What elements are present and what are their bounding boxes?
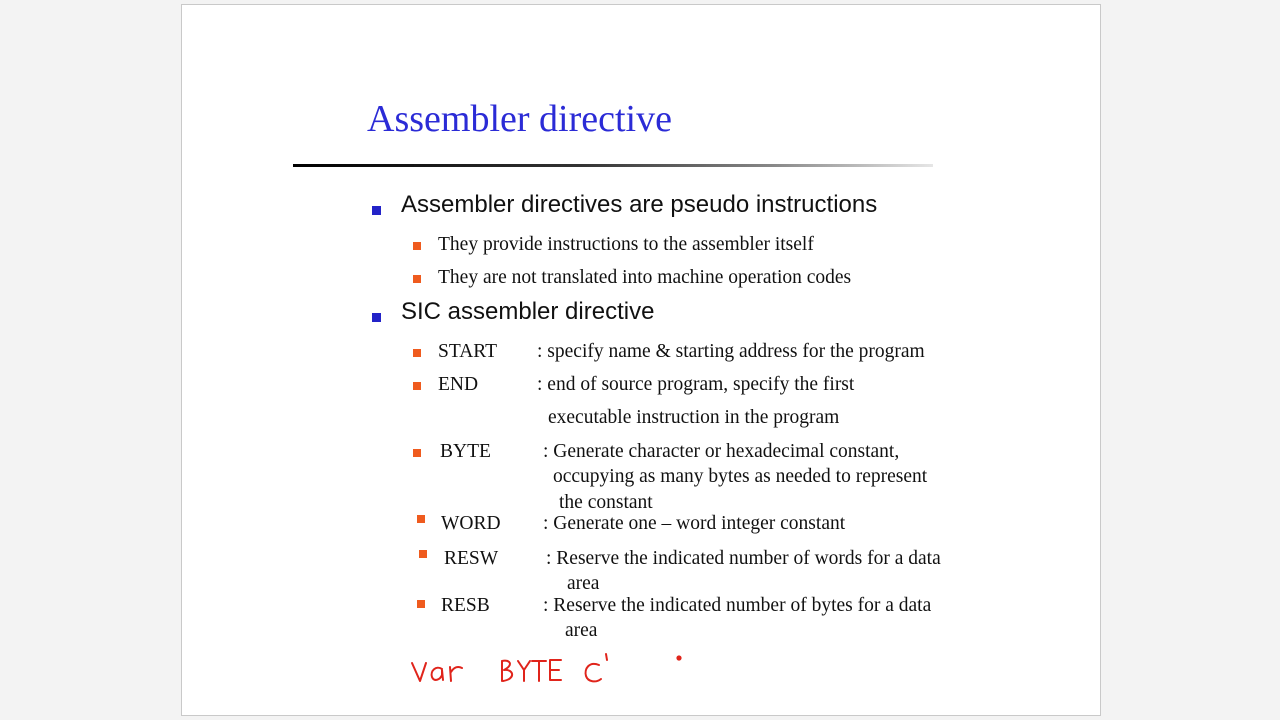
bullet-square-icon <box>372 313 381 322</box>
directive-desc: executable instruction in the program <box>548 407 840 428</box>
directive-term: START <box>438 341 498 362</box>
directive-term: RESB <box>441 595 490 616</box>
directive-desc: occupying as many bytes as needed to represent <box>553 466 928 487</box>
directive-term: RESW <box>444 548 499 569</box>
directive-term: WORD <box>441 513 501 534</box>
directive-term: END <box>438 374 479 395</box>
sub-bullet-square-icon <box>413 242 421 250</box>
sub-bullet-square-icon <box>417 600 425 608</box>
directive-desc: : Generate character or hexadecimal constant, <box>543 441 900 462</box>
directive-desc: : Generate one – word integer constant <box>543 513 846 534</box>
sub-bullet-square-icon <box>413 449 421 457</box>
directive-desc: : Reserve the indicated number of bytes for a data <box>543 595 932 616</box>
bullet-text: Assembler directives are pseudo instructions <box>401 191 878 218</box>
directive-desc: area <box>567 573 600 594</box>
sub-bullet-square-icon <box>413 349 421 357</box>
directive-desc: : specify name & starting address for the program <box>537 341 925 362</box>
title-divider <box>293 164 933 167</box>
directive-desc: : end of source program, specify the first <box>537 374 855 395</box>
sub-bullet-square-icon <box>413 382 421 390</box>
sub-bullet-square-icon <box>413 275 421 283</box>
sub-bullet-text: They are not translated into machine operation codes <box>438 267 852 288</box>
sub-bullet-square-icon <box>417 515 425 523</box>
bullet-square-icon <box>372 206 381 215</box>
sub-bullet-square-icon <box>419 550 427 558</box>
bullet-text: SIC assembler directive <box>401 298 655 325</box>
directive-desc: area <box>565 620 598 641</box>
directive-term: BYTE <box>440 441 491 462</box>
slide-title: Assembler directive <box>367 98 672 140</box>
slide <box>181 4 1101 716</box>
directive-desc: : Reserve the indicated number of words for a data <box>546 548 941 569</box>
directive-desc: the constant <box>559 492 653 513</box>
handwritten-annotation <box>404 637 704 697</box>
sub-bullet-text: They provide instructions to the assembler itself <box>438 234 814 255</box>
